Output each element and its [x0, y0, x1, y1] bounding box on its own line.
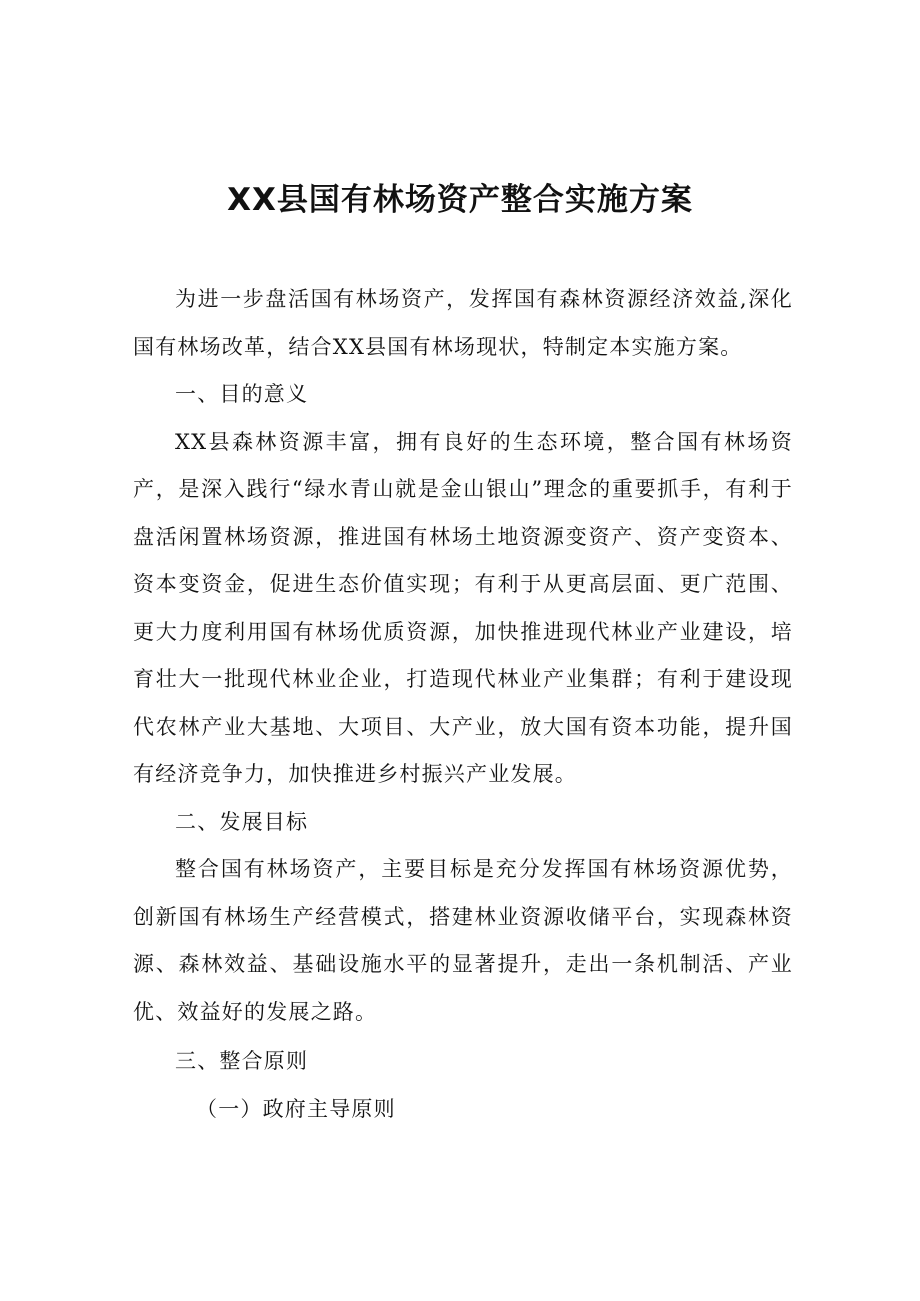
section-heading-purpose: 一、目的意义	[175, 382, 309, 406]
document-body	[133, 276, 793, 1133]
intro-paragraph: 为进一步盘活国有林场资产，发挥国有森林资源经济效益,深化国有林场改革，结合XX县国有林场现状，特制定本实施方案。	[133, 287, 793, 359]
section-body-goals: 整合国有林场资产，主要目标是充分发挥国有林场资源优势，创新国有林场生产经营模式，搭建林业资源收储平台，实现森林资源、森林效益、基础设施水平的显著提升，走出一条机制活、产业优、效益好的发展之路。	[133, 857, 793, 1024]
section-heading-goals: 二、发展目标	[175, 809, 309, 834]
document-title: XX县国有林场资产整合实施方案	[227, 182, 693, 218]
subsection-heading-government-led: （一）政府主导原则	[196, 1096, 396, 1121]
section-body-purpose: XX县森林资源丰富，拥有良好的生态环境，整合国有林场资产，是深入践行“绿水青山就是金山银山”理念的重要抓手，有利于盘活闲置林场资源，推进国有林场土地资源变资产、资产变资本、资本变资金，促进生态价值实现；有利于从更高层面、更广范围、更大力度利用国有林场优质资源，加快推进现代林业产业建设，培育壮大一批现代林业企业，打造现代林业产业集群；有利于建设现代农林产业大基地、大项目、大产业，放大国有资本功能，提升国有经济竞争力，加快推进乡村振兴产业发展。	[133, 429, 793, 786]
section-heading-principles: 三、整合原则	[175, 1049, 309, 1073]
